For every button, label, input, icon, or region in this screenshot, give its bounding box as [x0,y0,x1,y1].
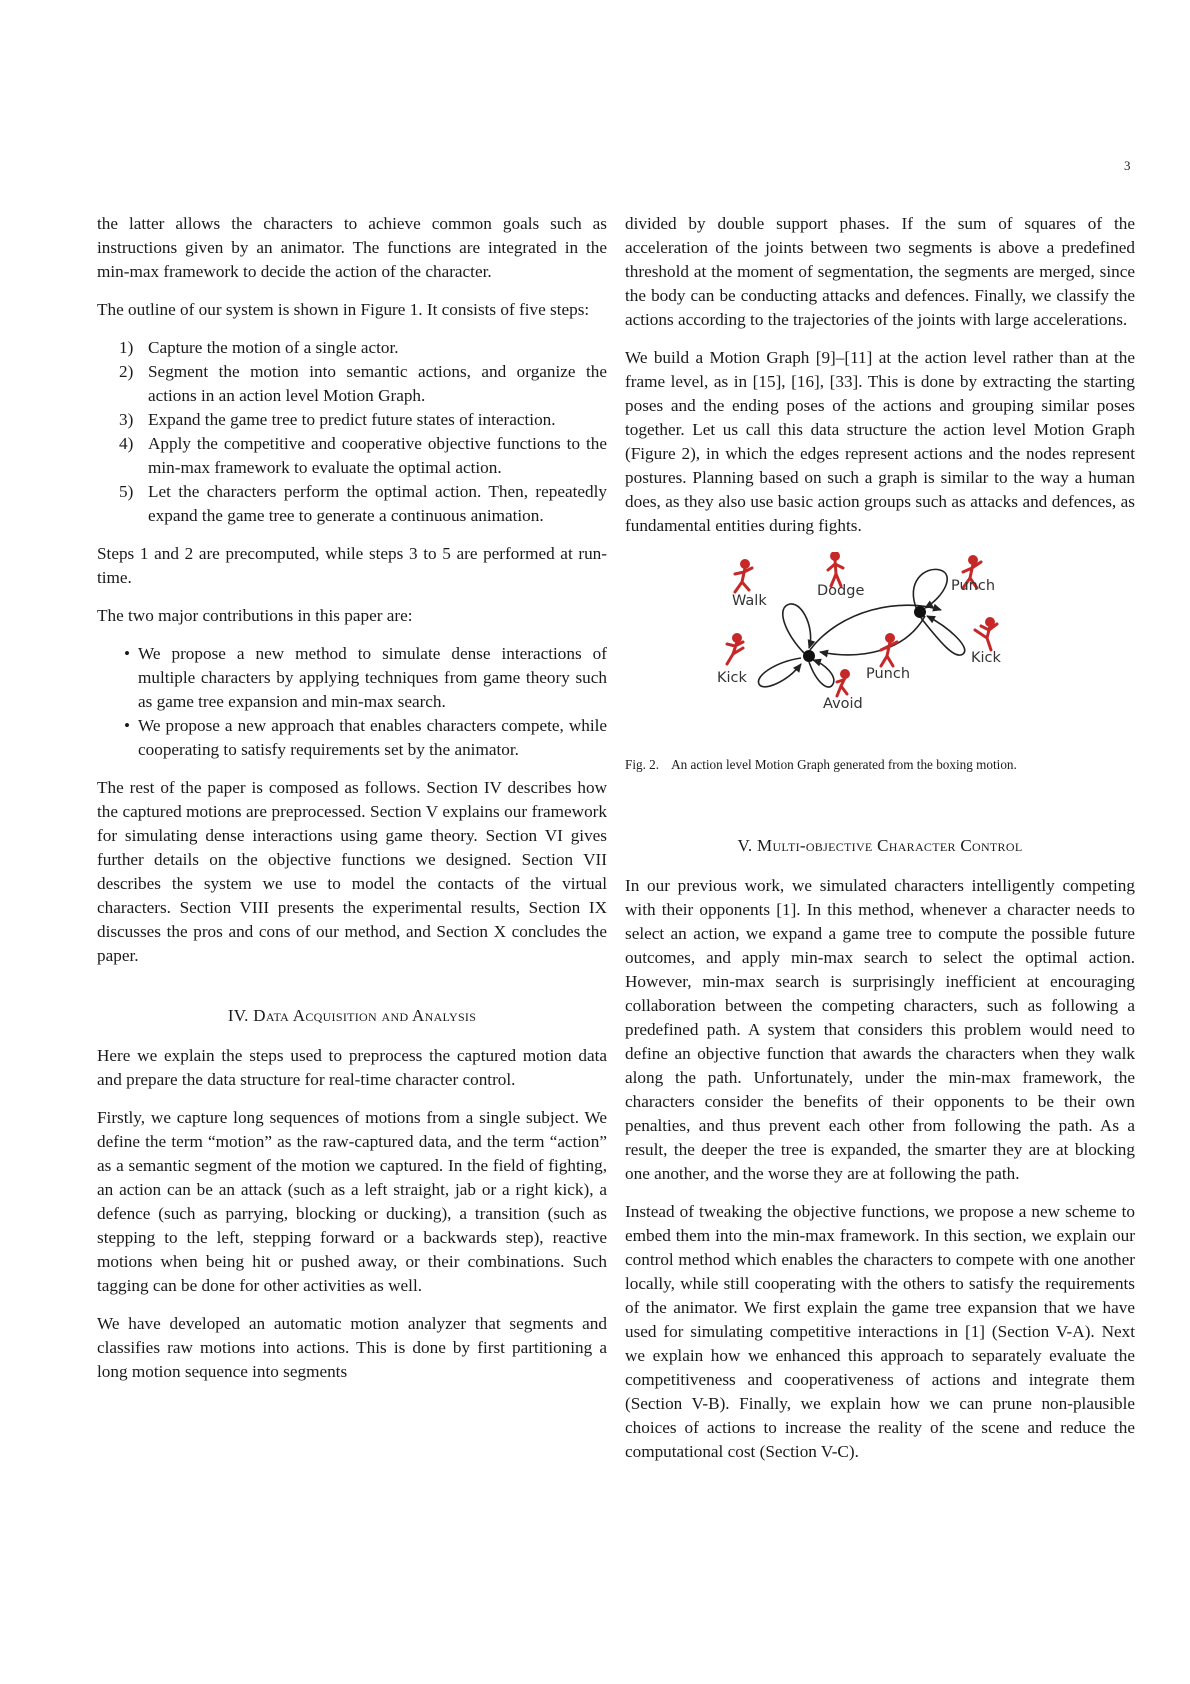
edge-punch-bottom [820,616,925,655]
list-item [97,480,607,528]
contributions-list [97,642,607,762]
paragraph: We have developed an automatic motion analyzer that segments and classifies raw motions into actions. This is done by first partitioning a long motion sequence into segments [97,1314,607,1381]
section-title: Data Acquisition and Analysis [253,1006,477,1025]
loop-punch-top [913,569,947,610]
label-walk: Walk [732,593,767,609]
step-text: Expand the game tree to predict future states of interaction. [148,410,556,429]
right-column [625,212,1135,1478]
paragraph: the latter allows the characters to achieve common goals such as instructions given by an animator. The functions are integrated in the min-max framework to decide the action of the character. [97,214,607,281]
caption-text: An action level Motion Graph generated from the boxing motion. [671,757,1017,772]
step-text: Let the characters perform the optimal action. Then, repeatedly expand the game tree to generate a continuous animation. [148,482,607,525]
page-number: 3 [1124,158,1131,173]
posture-node-left [803,650,815,662]
label-punch-bottom: Punch [866,666,911,682]
step-number: 3) [119,410,134,429]
list-item [97,336,607,360]
step-number: 4) [119,434,134,453]
section-heading [97,1004,607,1028]
step-text: Capture the motion of a single actor. [148,338,399,357]
section-title: Multi-objective Character Control [757,836,1023,855]
section-heading [625,834,1135,858]
list-item [97,360,607,408]
figure-caption [625,756,1135,774]
paragraph: In our previous work, we simulated characters intelligently competing with their opponents [1]. In this method, whenever a character needs to select an action, we expand a game tree to compute the possible future outcomes, and apply min-max search to select the optimal action. However, min-max search is surprisingly inefficient at encouraging collaboration between the competing characters, such as following a predefined path. A system that considers this problem would need to define an objective function that awards the characters when they walk along the path. Unfortunately, under the min-max framework, the characters consider the benefits of their opponents to be their own penalties, and thus prevent each other from following the path. As a result, the deeper the tree is expanded, the smarter they are at blocking one another, and the worse they are at following the path. [625,876,1135,1183]
loop-walk [783,604,811,654]
paragraph: Steps 1 and 2 are precomputed, while steps 3 to 5 are performed at run-time. [97,544,607,587]
posture-node-right [914,606,926,618]
label-dodge: Dodge [817,583,865,599]
paragraph: The outline of our system is shown in Figure 1. It consists of five steps: [97,300,590,319]
caption-label: Fig. 2. [625,757,660,772]
fighter-punch-bottom-icon [881,635,897,667]
step-text: Apply the competitive and cooperative objective functions to the min-max framework to evaluate the optimal action. [148,434,607,477]
motion-graph-figure [625,552,1135,750]
fighter-kick-right-icon [975,619,997,651]
loop-kick-left [758,658,801,687]
section-number: V. [737,836,753,855]
steps-list [97,336,607,528]
fighter-avoid-icon [837,671,849,697]
paragraph: Firstly, we capture long sequences of motions from a single subject. We define the term “motion” as the raw-captured data, and the term “action” as a semantic segment of the motion we captured. In the field of fighting, an action can be an attack (such as a left straight, jab or a right kick), a defence (such as parrying, blocking or ducking), a transition (such as stepping to the left, stepping forward or a backwards step), reactive motions when being hit or pushed away, or their combinations. Such tagging can be done for other activities as well. [97,1108,607,1295]
step-number: 5) [119,482,134,501]
fighter-walk-icon [735,561,752,593]
paragraph: The rest of the paper is composed as follows. Section IV describes how the captured motions are preprocessed. Section V explains our framework for simulating dense interactions using game theory. Section VI gives further details on the objective functions we designed. Section VII describes the system we use to model the contacts of the virtual characters. Section VIII presents the experimental results, Section IX discusses the pros and cons of our method, and Section X concludes the paper. [97,778,607,965]
paragraph: The two major contributions in this paper are: [97,606,413,625]
motion-graph-diagram [625,552,1135,750]
section-number: IV. [227,1006,249,1025]
list-item: • We propose a new approach that enables characters compete, while cooperating to satisfy requirements set by the animator. [97,714,607,762]
list-item [97,432,607,480]
list-item [97,408,607,432]
paragraph: divided by double support phases. If the sum of squares of the acceleration of the joints between two segments is above a predefined threshold at the moment of segmentation, the segments are merged, since the body can be conducting attacks and defences. Finally, we classify the actions according to the trajectories of the joints with large accelerations. [625,214,1135,329]
step-number: 2) [119,362,134,381]
paragraph: We build a Motion Graph [9]–[11] at the action level rather than at the frame level, as in [15], [16], [33]. This is done by extracting the starting poses and the ending poses of the actions and grouping similar poses together. Let us call this data structure the action level Motion Graph (Figure 2), in which the edges represent actions and the nodes represent postures. Planning based on such a graph is similar to the way a human does, as they also use basic action groups such as attacks and defences, as fundamental entities during fights. [625,348,1135,535]
label-avoid: Avoid [823,696,863,712]
list-item: • We propose a new method to simulate dense interactions of multiple characters by applying techniques from game theory such as game tree expansion and min-max search. [97,642,607,714]
label-kick-left: Kick [717,670,747,686]
fighter-kick-left-icon [727,635,743,665]
paragraph: Here we explain the steps used to preprocess the captured motion data and prepare the data structure for real-time character control. [97,1046,607,1089]
loop-kick-right [921,616,965,655]
loop-avoid [809,660,834,687]
step-number: 1) [119,338,134,357]
step-text: Segment the motion into semantic actions, and organize the actions in an action level Motion Graph. [148,362,607,405]
left-column [97,212,607,1398]
fighter-dodge-icon [828,553,843,587]
label-punch-top: Punch [951,578,996,594]
label-kick-right: Kick [971,650,1001,666]
paragraph: Instead of tweaking the objective functions, we propose a new scheme to embed them into the min-max framework. In this section, we explain our control method which enables the characters to compete with one another locally, while still cooperating with the others to satisfy the requirements of the animator. We first explain the game tree expansion that we have used for simulating competitive interactions in [1] (Section V-A). Next we explain how we enhanced this approach to separately evaluate the competitiveness and cooperativeness of actions and integrate them (Section V-B). Finally, we explain how we can prune non-plausible choices of actions to increase the reality of the scene and reduce the computational cost (Section V-C). [625,1202,1135,1461]
